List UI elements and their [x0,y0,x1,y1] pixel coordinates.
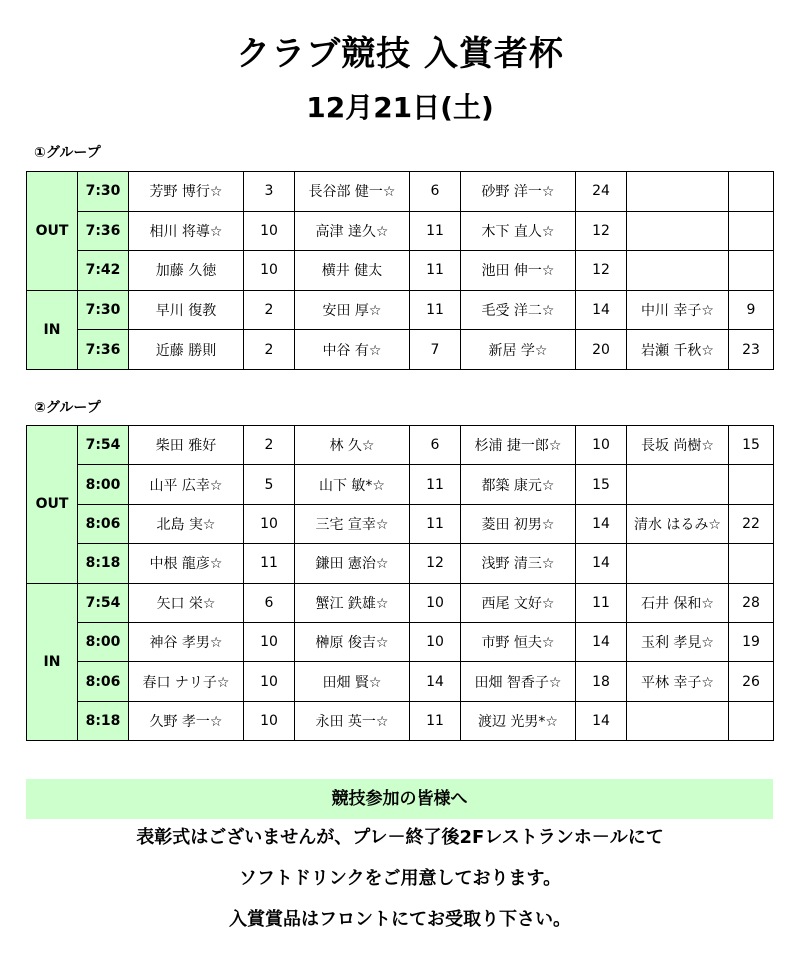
table-row [27,290,774,330]
table-row [27,465,774,504]
player-name: 渡辺 光男*☆ [461,701,576,740]
player-handicap: 22 [729,504,774,543]
player-name: 横井 健太 [295,251,410,291]
player-handicap: 15 [576,465,627,504]
player-name: 中川 幸子☆ [627,290,729,330]
player-name: 鎌田 憲治☆ [295,544,410,583]
player-name [627,211,729,251]
player-name: 柴田 雅好 [129,426,244,465]
tee-time: 7:30 [78,172,129,212]
tee-time: 7:36 [78,211,129,251]
player-name: 早川 復教 [129,290,244,330]
player-handicap [729,544,774,583]
player-handicap: 11 [410,504,461,543]
table-row [27,330,774,370]
notice-heading: 競技参加の皆様へ [26,779,773,819]
player-name: 中根 龍彦☆ [129,544,244,583]
tee-time: 7:54 [78,583,129,622]
tee-time: 8:00 [78,465,129,504]
table-row [27,662,774,701]
player-handicap [729,251,774,291]
player-name: 神谷 孝男☆ [129,622,244,661]
player-name: 永田 英一☆ [295,701,410,740]
player-handicap: 14 [576,504,627,543]
course-label: OUT [27,426,78,584]
player-name: 木下 直人☆ [461,211,576,251]
player-handicap: 2 [244,330,295,370]
table-row [27,426,774,465]
player-name: 杉浦 捷一郎☆ [461,426,576,465]
player-name [627,465,729,504]
table-row [27,172,774,212]
player-handicap: 6 [410,426,461,465]
tee-time: 8:06 [78,504,129,543]
player-name: 山平 広幸☆ [129,465,244,504]
player-handicap: 28 [729,583,774,622]
player-handicap: 19 [729,622,774,661]
player-handicap: 12 [576,251,627,291]
notice-line-3: 入賞賞品はフロントにてお受取り下さい。 [229,909,571,930]
player-name: 都築 康元☆ [461,465,576,504]
player-handicap: 24 [576,172,627,212]
course-label: IN [27,290,78,369]
player-name: 近藤 勝則 [129,330,244,370]
player-name: 加藤 久徳 [129,251,244,291]
player-name: 林 久☆ [295,426,410,465]
player-handicap: 11 [244,544,295,583]
player-handicap: 20 [576,330,627,370]
player-handicap: 18 [576,662,627,701]
player-handicap: 7 [410,330,461,370]
player-name: 毛受 洋二☆ [461,290,576,330]
player-name: 田畑 賢☆ [295,662,410,701]
tee-time: 8:00 [78,622,129,661]
player-name: 清水 はるみ☆ [627,504,729,543]
player-handicap: 14 [576,544,627,583]
table-row [27,251,774,291]
player-handicap: 10 [576,426,627,465]
tee-time: 8:18 [78,701,129,740]
player-name: 久野 孝一☆ [129,701,244,740]
player-name: 長坂 尚樹☆ [627,426,729,465]
player-name: 榊原 俊吉☆ [295,622,410,661]
player-handicap: 11 [410,251,461,291]
table-row [27,544,774,583]
tee-time: 8:06 [78,662,129,701]
player-name: 新居 学☆ [461,330,576,370]
event-date: 12月21日(土) [306,91,494,124]
player-handicap: 3 [244,172,295,212]
player-name: 安田 厚☆ [295,290,410,330]
player-handicap [729,172,774,212]
player-name: 長谷部 健一☆ [295,172,410,212]
player-handicap: 11 [410,211,461,251]
player-handicap: 10 [410,583,461,622]
player-handicap: 10 [244,504,295,543]
player-handicap: 11 [576,583,627,622]
player-name: 高津 達久☆ [295,211,410,251]
player-name: 砂野 洋一☆ [461,172,576,212]
table-row [27,211,774,251]
table-row [27,504,774,543]
group-1-table [26,171,774,370]
player-name: 浅野 清三☆ [461,544,576,583]
player-handicap: 10 [244,622,295,661]
player-name: 菱田 初男☆ [461,504,576,543]
player-name: 相川 将導☆ [129,211,244,251]
player-name: 池田 伸一☆ [461,251,576,291]
player-handicap: 15 [729,426,774,465]
player-name [627,544,729,583]
player-handicap: 12 [576,211,627,251]
player-name: 春口 ナリ子☆ [129,662,244,701]
player-handicap [729,701,774,740]
player-name: 西尾 文好☆ [461,583,576,622]
player-name: 市野 恒夫☆ [461,622,576,661]
player-handicap: 26 [729,662,774,701]
notice-line-1: 表彰式はございませんが、プレ－終了後2Fレストランホ－ルにて [136,827,664,848]
group-1-label: ①グループ [34,145,101,161]
tee-time: 7:30 [78,290,129,330]
player-handicap: 11 [410,465,461,504]
course-label: OUT [27,172,78,291]
table-row [27,622,774,661]
tee-time: 7:54 [78,426,129,465]
player-handicap: 11 [410,701,461,740]
player-handicap: 14 [576,701,627,740]
course-label: IN [27,583,78,741]
tee-time: 7:36 [78,330,129,370]
table-row [27,583,774,622]
table-row [27,701,774,740]
player-name [627,701,729,740]
player-handicap: 10 [244,211,295,251]
player-handicap: 10 [244,701,295,740]
player-handicap: 14 [410,662,461,701]
player-name [627,172,729,212]
player-handicap: 12 [410,544,461,583]
player-handicap: 14 [576,290,627,330]
player-name: 山下 敏*☆ [295,465,410,504]
player-name: 中谷 有☆ [295,330,410,370]
player-name: 三宅 宣幸☆ [295,504,410,543]
player-handicap: 9 [729,290,774,330]
player-name: 田畑 智香子☆ [461,662,576,701]
player-handicap: 14 [576,622,627,661]
player-handicap [729,211,774,251]
page-title: クラブ競技 入賞者杯 [236,34,564,74]
player-handicap: 10 [244,662,295,701]
player-handicap: 2 [244,426,295,465]
player-name: 芳野 博行☆ [129,172,244,212]
player-handicap [729,465,774,504]
player-handicap: 6 [410,172,461,212]
player-handicap: 23 [729,330,774,370]
group-2-label: ②グループ [34,400,101,416]
player-name: 蟹江 鉄雄☆ [295,583,410,622]
player-name: 岩瀬 千秋☆ [627,330,729,370]
player-handicap: 6 [244,583,295,622]
player-name: 石井 保和☆ [627,583,729,622]
player-handicap: 5 [244,465,295,504]
player-handicap: 11 [410,290,461,330]
player-name: 平林 幸子☆ [627,662,729,701]
tee-time: 7:42 [78,251,129,291]
player-handicap: 10 [410,622,461,661]
player-name: 矢口 栄☆ [129,583,244,622]
player-handicap: 10 [244,251,295,291]
notice-line-2: ソフトドリンクをご用意しております。 [238,868,562,889]
group-2-table [26,425,774,741]
tee-time: 8:18 [78,544,129,583]
player-name [627,251,729,291]
player-handicap: 2 [244,290,295,330]
player-name: 北島 実☆ [129,504,244,543]
player-name: 玉利 孝見☆ [627,622,729,661]
